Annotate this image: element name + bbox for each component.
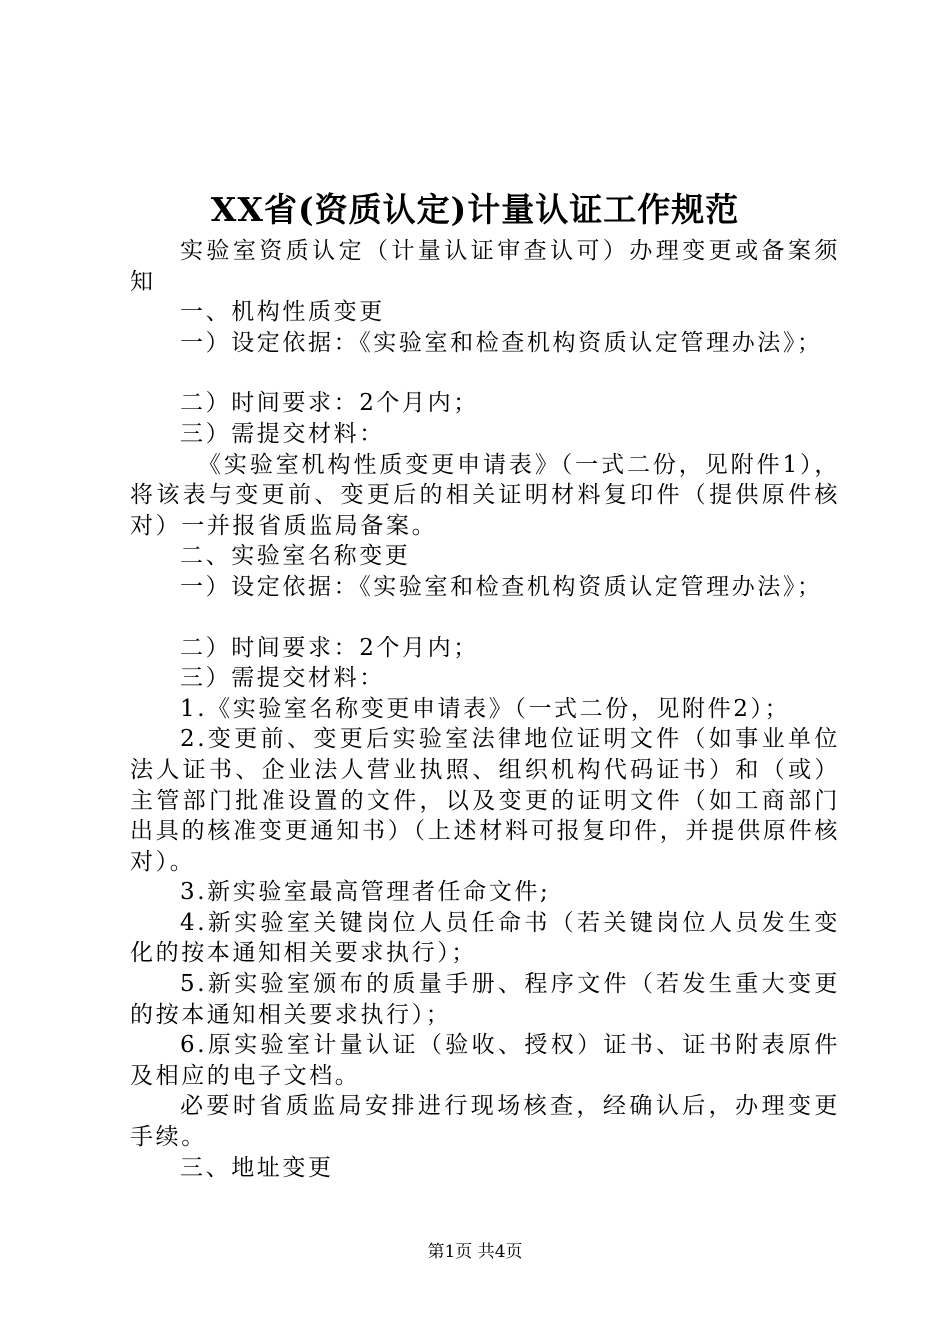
page-footer: 第1页 共4页 [427, 1242, 523, 1262]
paragraph-basis-2: 一）设定依据：《实验室和检查机构资质认定管理办法》； [180, 573, 823, 600]
list-item-5: 5.新实验室颁布的质量手册、程序文件（若发生重大变更的按本通知相关要求执行）； [130, 971, 840, 1028]
paragraph-basis-1: 一）设定依据：《实验室和检查机构资质认定管理办法》； [180, 329, 823, 356]
list-item-6: 6.原实验室计量认证（验收、授权）证书、证书附表原件及相应的电子文档。 [130, 1032, 840, 1089]
list-item-4: 4.新实验室关键岗位人员任命书（若关键岗位人员发生变化的按本通知相关要求执行）； [130, 909, 840, 967]
section-heading-2: 二、实验室名称变更 [180, 543, 411, 570]
section-heading-1: 一、机构性质变更 [180, 299, 385, 326]
paragraph-intro: 实验室资质认定（计量认证审查认可）办理变更或备案须知 [130, 238, 840, 295]
paragraph-materials-heading-1: 三）需提交材料： [180, 420, 385, 447]
paragraph-onsite-check: 必要时省质监局安排进行现场核查，经确认后，办理变更手续。 [130, 1093, 840, 1151]
list-item-1: 1.《实验室名称变更申请表》（一式二份，见附件2）； [180, 695, 791, 722]
paragraph-materials-heading-2: 三）需提交材料： [180, 665, 385, 692]
section-heading-3: 三、地址变更 [180, 1154, 334, 1181]
list-item-2: 2.变更前、变更后实验室法律地位证明文件（如事业单位法人证书、企业法人营业执照、组织机构代码证书）和（或）主管部门批准设置的文件，以及变更的证明文件（如工商部门出具的核准变更通知书）（上述材料可报复印件，并提供原件核对）。 [130, 726, 840, 875]
list-item-3: 3.新实验室最高管理者任命文件; [180, 879, 551, 906]
paragraph-time-2: 二）时间要求：2个月内； [180, 634, 479, 661]
paragraph-time-1: 二）时间要求：2个月内； [180, 390, 479, 417]
document-title: XX省(资质认定)计量认证工作规范 [210, 190, 740, 229]
paragraph-materials-1: 《实验室机构性质变更申请表》（一式二份，见附件1），将该表与变更前、变更后的相关证明材料复印件（提供原件核对）一并报省质监局备案。 [130, 451, 840, 539]
document-body [130, 236, 840, 1183]
